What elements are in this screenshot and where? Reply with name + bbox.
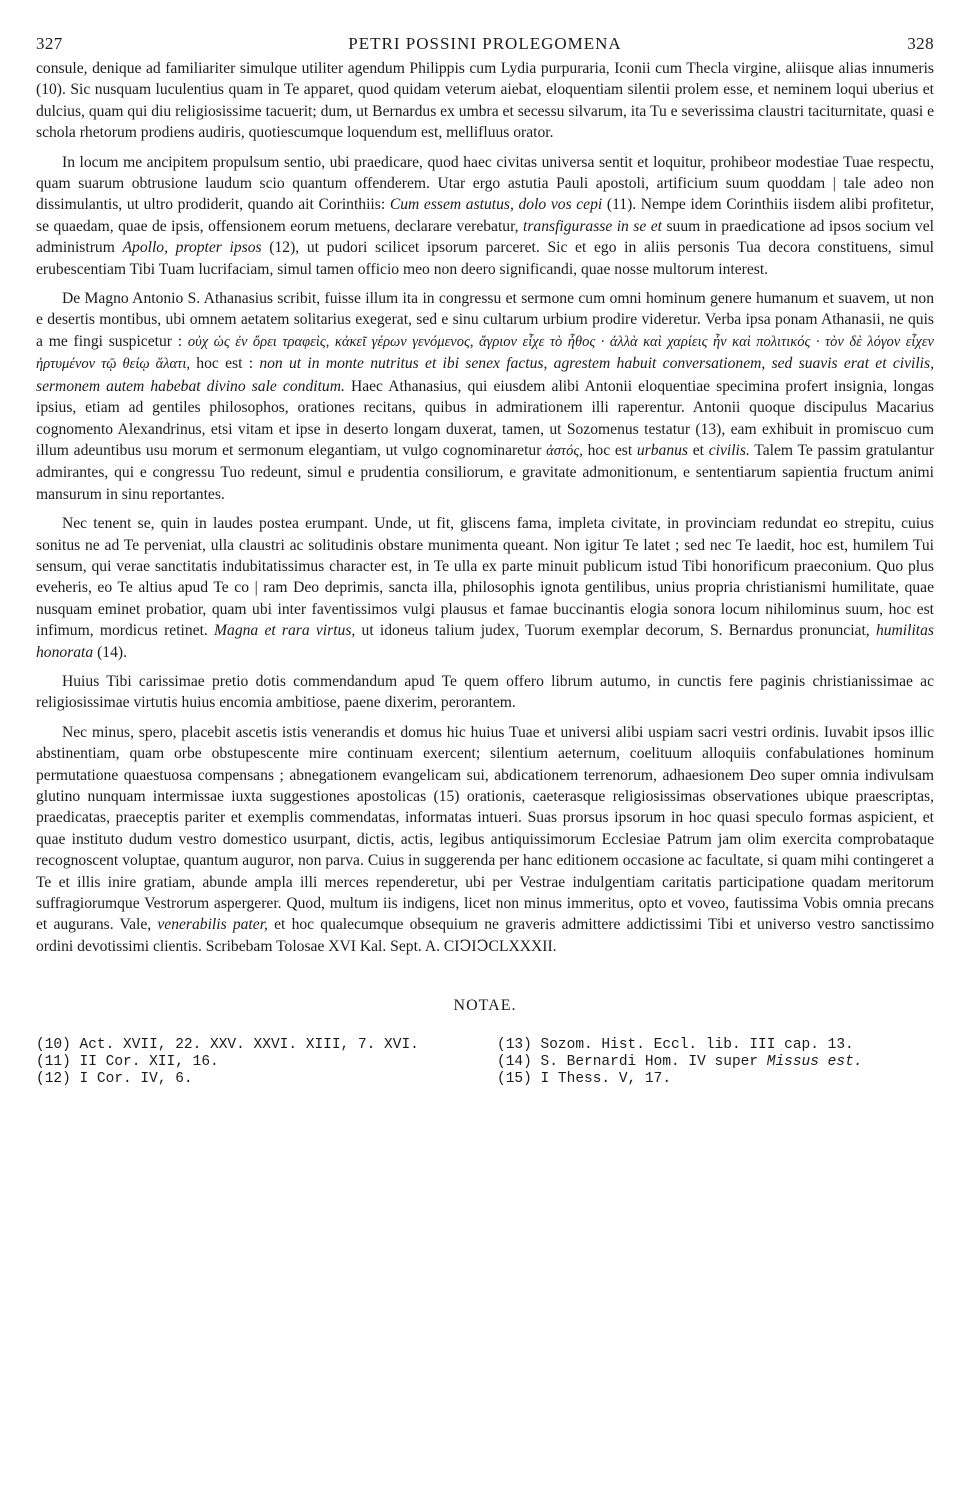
paragraph-text: Nec tenent se, quin in laudes postea erumpant. Unde, ut fit, gliscens fama, impleta civitate, in provinciam redundat eo strepitu, cuius sonitus ne ad Te perveniat, ulla claustri ac solitudinis obstare munimenta queant. Non igitur Te latet ; sed nec Te laedit, hoc est, humilem Tui sensum, qui verae sanctitatis indubitatissimus character est, in Te ulla ex parte minuit publicum istud Tibi honorificum praeconium. Quo plus eveheris, eo Te altius apud Te co | ram Deo deprimis, sancta illa, philosophis ignota gentilibus, unius propria christianismi humilitate, quae nusquam eminet probatior, quam ubi inter faventissimos vulgi plausus et famae buccinantis elogia sonora locum nihilominus suum, hoc est infimum, mordicus retinet. <box>36 515 934 640</box>
greek-text: οὐχ ὡς ἐν ὄρει τραφεὶς, κἀκεῖ γέρων γενόμενος, ἄγριον εἶχε τὸ ἦθος · ἀλλὰ καὶ χαρίεις ἦν καὶ πολιτικός · τὸν δὲ λόγον εἶχεν ἠρτυμένον τῷ θείῳ ἅλατι, <box>36 333 934 373</box>
italic-text: venerabilis pater, <box>157 916 268 934</box>
paragraph-text: (12), ut pudori scilicet ipsorum parceret. Sic et ego in aliis personis Tua decora constituens, simul erubescentiam Tibi Tuam lucrifaciam, simul tamen officio meo non deero significandi, quae nosse multorum interest. <box>36 239 934 278</box>
paragraph-text: consule, denique ad familiariter simulque utiliter agendum Philippis cum Lydia purpuraria, Iconii cum Thecla virgine, aliisque alias innumeris (10). Sic nusquam luculentius quam in Te apparet, quod quidam veterum aiebat, eloquentiam silentii prolem esse, et neminem loqui uberius et dulcius, quam qui diu religiosissime tacuerit; dum, ut Bernardus ex umbra et secessu silvarum, ita Tu e severissima claustri taciturnitate, quasi e schola rhetorum prodiens audiris, quotiescumque loquendum est, mellifluus orator. <box>36 60 934 142</box>
footnotes-left-column <box>36 1037 473 1088</box>
paragraph-text: (14). <box>93 643 127 661</box>
paragraph <box>36 513 934 663</box>
paragraph-text: Nec minus, spero, placebit ascetis istis venerandis et domus hic huius Tuae et universi alibi uspiam sacri vestri ordinis. Iuvabit ipsos illic abstinentiam, quam orbe obstupescente mire continuam exercent; silentium aeternum, coelituum alloquiis confabulationes hominum permutatione quaestuosa compensans ; abnegationem evangelicam sui, abdicationem terrenorum, adhaesionem Deo super omnia indivulsam glutino nunquam intermissae iuxta suggestiones apostolicas (15) orationis, caeterasque religiosissimas observationes ubique praescriptas, praedicatas, praeceptis pariter et exemplis commendatas, informatas intueri. Suas prorsus ipsorum in hoc quasi speculo formas aspicient, et quae instituto dudum vestro domestico usurpant, dictis, actis, legibus antiquissimorum Ecclesiae Patrum jam olim exercita comprobataque recognoscent voluptae, quantum auguror, non parva. Cuius in suggerenda per hanc editionem occasione ac facultate, si quam mihi contingeret a Te et illis inire gratiam, abunde ampla illi merces rependeretur, ubi per Vestrae indulgentiam caritatis participatione quadam meritorum suffragiorumque Vestrorum aspergerer. Quod, multum iis indigens, licet non minus immeritus, opto et voveo, fautissima Vobis omnia precans et augurans. Vale, <box>36 723 934 934</box>
paragraph <box>36 722 934 957</box>
footnotes-right-column <box>473 1037 934 1088</box>
footnote-text: (15) I Thess. V, 17. <box>497 1071 672 1088</box>
paragraph-text: hoc est : <box>190 355 260 373</box>
paragraph-text: De Magno Antonio S. Athanasius scribit, fuisse illum ita in congressu et sermone cum omni hominum genere humanum et suavem, ut non e desertis montibus, ubi omnem aetatem solitarius exegerat, sed e sinu cultarum urbium prodire videretur. Verba ipsa ponam Athanasii, ne quis a me fingi suspicetur : <box>36 290 934 350</box>
paragraph-text: In locum me ancipitem propulsum sentio, ubi praedicare, quod haec civitas universa sentit et loquitur, prohibeor modestiae Tuae respectu, quam suarum obtrusione laudum scio quantum offenderem. Utar ergo astutia Pauli apostoli, artificium suum quoddam | tale adeo non dissimulantis, ut ultro prodiderit, quando ait Corinthiis: <box>36 153 934 214</box>
paragraph <box>36 671 934 714</box>
paragraph-text: suum in praedicatione ad ipsos socium vel administrum <box>36 217 934 257</box>
italic-text: transfigurasse in se et <box>523 217 663 235</box>
paragraph-text: et <box>688 441 709 459</box>
footnote-text: (13) Sozom. Hist. Eccl. lib. III cap. 13. <box>497 1037 854 1054</box>
paragraph-text: Huius Tibi carissimae pretio dotis commendandum apud Te quem offero librum autumo, in cunctis fere paginis christianissimae ac religiosissimae virtutis huius encomia ambitiose, paene dixerim, perorantem. <box>36 672 934 712</box>
italic-text: Apollo, propter ipsos <box>122 239 262 257</box>
paragraph <box>36 152 934 280</box>
italic-text: urbanus <box>636 441 688 459</box>
page-number-right: 328 <box>907 34 934 53</box>
footnote: (10) Act. XVII, 22. XXV. XXVI. XIII, 7. XVI. <box>36 1037 419 1054</box>
footnotes <box>36 1037 934 1088</box>
greek-text: ἀστός, <box>546 442 583 459</box>
footnote <box>497 1071 934 1088</box>
footnote: (12) I Cor. IV, 6. <box>36 1071 193 1088</box>
paragraph <box>36 288 934 505</box>
paragraph-text: Haec Athanasius, qui eiusdem alibi Antonii eloquentiae specimina profert insignia, longas ipsius, etiam ad gentiles philosophos, orationes recitans, quibus in admirationem illi raperentur. Antonii quoque discipulus Macarius cognomento Alexandrinus, etsi vitam et ipse in deserto longam duxerat, tamen, ut Sozomenus testatur (13), eam exhibuit in promiscuo cum illum adeuntibus usu morum et sermonum elegantiam, ut vulgo cognominaretur <box>36 377 934 459</box>
italic-text: civilis. <box>708 441 750 459</box>
page-number-left: 327 <box>36 34 63 53</box>
italic-text: humilitas honorata <box>36 622 934 661</box>
italic-text: Magna et rara virtus, <box>214 622 356 640</box>
footnote: (11) II Cor. XII, 16. <box>36 1054 219 1071</box>
footnote <box>497 1037 934 1054</box>
paragraph-text: ut idoneus talium judex, Tuorum exemplar decorum, S. Bernardus pronunciat, <box>355 622 876 640</box>
paragraph <box>36 58 934 144</box>
footnote-text: (14) S. Bernardi Hom. IV super <box>497 1054 767 1071</box>
italic-text: Cum essem astutus, dolo vos cepi <box>389 196 603 214</box>
paragraph-text: (11). Nempe idem Corinthiis iisdem alibi profitetur, se quaedam, quae de ipsis, offensionem eorum metuens, declarare verebatur, <box>36 196 935 235</box>
italic-text: non ut in monte nutritus et ibi senex factus, agrestem habuit conversationem, sed suavis erat et civilis, sermonem autem habebat divino sale conditum. <box>36 355 934 395</box>
footnote-italic-text: Missus est. <box>766 1054 863 1071</box>
body-text <box>36 58 934 957</box>
paragraph-text: et hoc qualecumque obsequium ne graveris admittere addictissimi Tibi et universo vestro sanctissimo ordini devotissimi clientis. Scribebam Tolosae XVI Kal. Sept. A. CIↃIↃCLXXXII. <box>36 916 934 955</box>
running-header <box>36 34 934 54</box>
running-title: PETRI POSSINI PROLEGOMENA <box>348 34 622 53</box>
notes-title: NOTAE. <box>453 997 517 1015</box>
footnote <box>497 1054 934 1071</box>
paragraph-text: Talem Te passim gratulantur admirantes, qui e congressu Tuo redeunt, simul e prudentia consiliorum, e gravitate admonitionum, e sententiarum sapientia fructum animi mansurum in sinu reportantes. <box>36 441 934 503</box>
paragraph-text: hoc est <box>582 441 637 459</box>
